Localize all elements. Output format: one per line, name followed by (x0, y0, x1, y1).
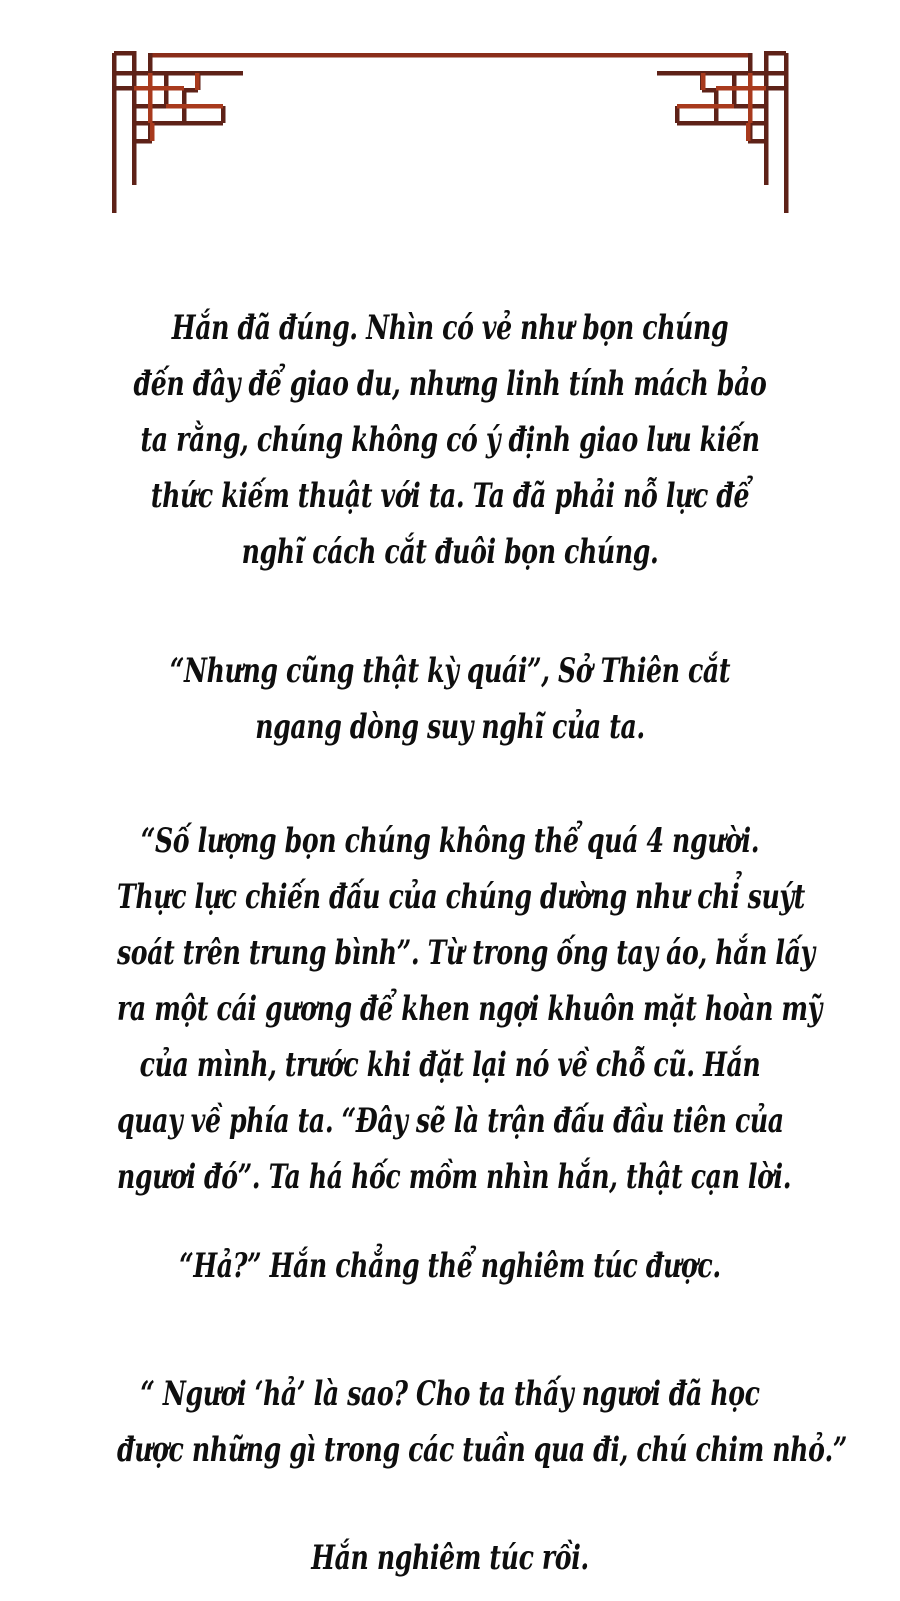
paragraph-6 (0, 1530, 900, 1586)
paragraph-5 (0, 1366, 900, 1478)
text-line: quay về phía ta. “Đây sẽ là trận đấu đầu tiên của (117, 1101, 784, 1141)
text-line: nghĩ cách cắt đuôi bọn chúng. (241, 532, 659, 572)
text-line: Hắn nghiêm túc rồi. (311, 1538, 589, 1578)
text-line: “Số lượng bọn chúng không thể quá 4 người. (140, 821, 760, 861)
paragraph-2 (0, 643, 900, 755)
corner-fret-border-icon (0, 0, 900, 240)
paragraph-4 (0, 1238, 900, 1294)
text-line: được những gì trong các tuần qua đi, chú chim nhỏ.” (117, 1430, 848, 1470)
text-line: ta rằng, chúng không có ý định giao lưu kiến (140, 420, 760, 460)
text-line: “Hả?” Hắn chẳng thể nghiêm túc được. (179, 1246, 721, 1286)
text-line: “ Ngươi ‘hả’ là sao? Cho ta thấy ngươi đã học (140, 1374, 760, 1414)
text-line: soát trên trung bình”. Từ trong ống tay áo, hắn lấy (117, 933, 815, 973)
text-line: ra một cái gương để khen ngợi khuôn mặt hoàn mỹ (117, 989, 822, 1029)
text-line: Thực lực chiến đấu của chúng dường như chỉ suýt (117, 877, 805, 917)
left-corner-fret-icon (114, 53, 243, 213)
paragraph-3 (0, 813, 900, 1205)
text-line: ngang dòng suy nghĩ của ta. (255, 707, 645, 747)
text-line: Hắn đã đúng. Nhìn có vẻ như bọn chúng (171, 308, 729, 348)
text-line: đến đây để giao du, nhưng linh tính mách bảo (133, 364, 767, 404)
text-line: của mình, trước khi đặt lại nó về chỗ cũ. Hắn (139, 1045, 761, 1085)
text-line: thức kiếm thuật với ta. Ta đã phải nỗ lực để (150, 476, 750, 516)
text-line: “Nhưng cũng thật kỳ quái”, Sở Thiên cắt (169, 651, 731, 691)
right-corner-fret-icon (657, 53, 786, 213)
text-line: ngươi đó”. Ta há hốc mồm nhìn hắn, thật cạn lời. (117, 1157, 792, 1197)
paragraph-1 (0, 300, 900, 580)
